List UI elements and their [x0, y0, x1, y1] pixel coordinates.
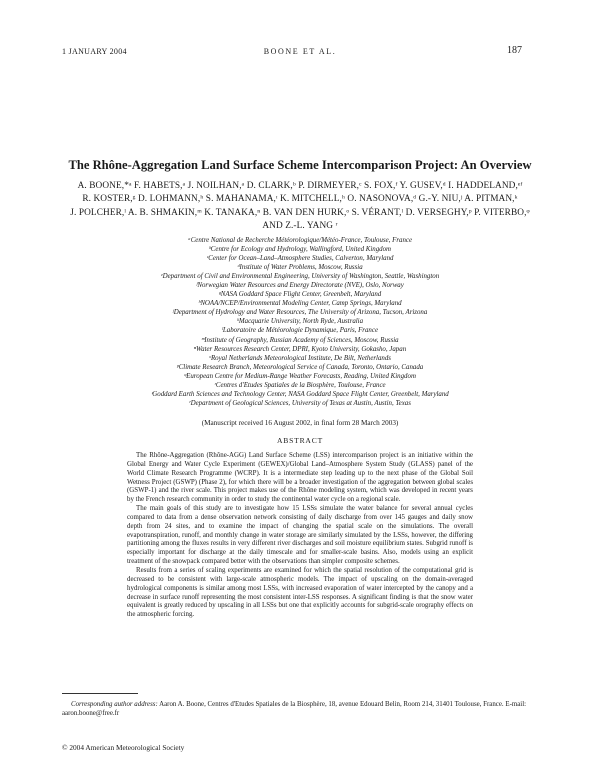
affiliation: ⁿWater Resources Research Center, DPRI, Kyoto University, Gokasho, Japan: [193, 345, 407, 353]
affiliation: ʳDepartment of Geological Sciences, University of Texas at Austin, Austin, Texas: [189, 399, 411, 407]
abstract-paragraph: The main goals of this study are to investigate how 15 LSSs simulate the water balance for several annual cycles compared to data from a dense observation network consisting of daily discharge from over 145 gauges and daily snow depth from 24 sites, and to examine the impact of changing the spatial scale on the simulations. The overall evapotranspiration, runoff, and monthly change in water storage are similarly simulated by the LSSs, however, the differing partitioning among the fluxes results in very different river discharges and soil moisture equilibrium states. Subgrid runoff is especially important for discharge at the daily timescale and for smaller-scale basins. Also, models using an explicit treatment of the snowpack compared better with the observations than simpler composite schemes.: [127, 505, 473, 566]
affiliation: ʳCentres d'Etudes Spatiales de la Biosphère, Toulouse, France: [214, 381, 386, 389]
author-line: R. KOSTER,ᵍ D. LOHMANN,ʰ S. MAHANAMA,ᶦ K. MITCHELL,ʰ O. NASONOVA,ᵈ G.-Y. NIU,ʲ A. PITMAN,ᵏ: [82, 194, 518, 205]
affiliation: ᶜCenter for Ocean–Land–Atmosphere Studies, Calverton, Maryland: [206, 255, 394, 263]
affiliation: ᵉDepartment of Civil and Environmental Engineering, University of Washington, Seattle, Washington: [160, 273, 440, 281]
abstract-paragraph: The Rhône-Aggregation (Rhône-AGG) Land Surface Scheme (LSS) intercomparison project is an initiative within the Global Energy and Water Cycle Experiment (GEWEX)/Global Land–Atmosphere System Study (GLASS) panel of the World Climate Research Programme (WCRP). It is a intermediate step leading up to the next phase of the Global Soil Wetness Project (GSWP) (Phase 2), for which there will be a broader investigation of the aggregation between global scales (GSWP-1) and the river scale. This project makes use of the Rhône modeling system, which was developed in recent years by the French research community in order to study the continental water cycle on a regional scale.: [127, 452, 473, 504]
affiliation: ᵏMacquarie University, North Ryde, Australia: [236, 318, 364, 326]
author-line: A. BOONE,*ᵃ F. HABETS,ᵃ J. NOILHAN,ᵃ D. CLARK,ᵇ P. DIRMEYER,ᶜ S. FOX,ᶠ Y. GUSEV,ᵈ I. HADDELAND,ᵉᶠ: [77, 181, 523, 191]
running-header-date: 1 JANUARY 2004: [62, 47, 127, 56]
affiliation: ᵖClimate Research Branch, Meteorological Service of Canada, Toronto, Ontario, Canada: [176, 363, 424, 371]
affiliation: ˡLaboratoire de Météorologie Dynamique, Paris, France: [221, 327, 378, 335]
corresponding-label: Corresponding author address:: [71, 701, 158, 708]
copyright-line: © 2004 American Meteorological Society: [62, 743, 185, 752]
affiliation: ᶦGoddard Earth Sciences and Technology Center, NASA Goddard Space Flight Center, Greenbelt, Maryland: [151, 390, 449, 398]
corresponding-author-note: [62, 700, 538, 718]
affiliation: ᵠEuropean Centre for Medium-Range Weather Forecasts, Reading, United Kingdom: [184, 372, 416, 380]
author-line: J. POLCHER,ˡ A. B. SHMAKIN,ᵐ K. TANAKA,ⁿ B. VAN DEN HURK,ᵒ S. VÉRANT,ˡ D. VERSEGHY,ᵖ P. VITERBO,ᵠ: [70, 207, 530, 218]
affiliation: ʲDepartment of Hydrology and Water Resources, The University of Arizona, Tucson, Arizona: [172, 309, 428, 317]
paper-title: The Rhône-Aggregation Land Surface Scheme Intercomparison Project: An Overview: [68, 158, 532, 172]
author-list: [50, 180, 550, 233]
affiliation: ʰNOAA/NCEP/Environmental Modeling Center, Camp Springs, Maryland: [198, 300, 402, 308]
affiliation: ᵍNASA Goddard Space Flight Center, Greenbelt, Maryland: [218, 291, 382, 299]
manuscript-received: (Manuscript received 16 August 2002, in final form 28 March 2003): [201, 419, 399, 427]
affiliation: ᵒRoyal Netherlands Meteorological Institute, De Bilt, Netherlands: [209, 354, 391, 362]
abstract-paragraph: Results from a series of scaling experiments are examined for which the spatial resolution of the computational grid is decreased to be consistent with large-scale atmospheric models. The impact of upscaling on the domain-averaged hydrological components is similar among most LSSs, with increased evaporation of water intercepted by the canopy and a decrease in surface runoff representing the most consistent inter-LSS responses. A significant finding is that the snow water equivalent is greatly reduced by upscaling in all LSSs but one that explicitly accounts for subgrid-scale orography effects on the atmospheric forcing.: [127, 566, 473, 619]
running-header-authors: BOONE ET AL.: [263, 47, 337, 56]
footnote-divider: [62, 693, 138, 694]
affiliation: ᵃCentre National de Recherche Météorologique/Météo-France, Toulouse, France: [187, 237, 413, 244]
affiliation-list: [50, 236, 550, 408]
abstract-heading: ABSTRACT: [276, 436, 324, 445]
affiliation: ᵇCentre for Ecology and Hydrology, Wallingford, United Kingdom: [208, 246, 392, 254]
corresponding-address: Aaron A. Boone, Centres d'Etudes Spatiales de la Biosphère, 18, avenue Edouard Belin, Room 214, 31401 Toulouse, France. E-mail: aaron.boone@free.fr: [62, 701, 527, 717]
author-line: AND Z.-L. YANG ʳ: [262, 220, 338, 231]
abstract-body: [127, 452, 473, 620]
affiliation: ᵐInstitute of Geography, Russian Academy of Sciences, Moscow, Russia: [201, 336, 399, 344]
affiliation: ᵈInstitute of Water Problems, Moscow, Russia: [237, 264, 363, 272]
page-number: 187: [507, 45, 522, 56]
affiliation: ᶠNorwegian Water Resources and Energy Directorate (NVE), Oslo, Norway: [196, 282, 404, 290]
